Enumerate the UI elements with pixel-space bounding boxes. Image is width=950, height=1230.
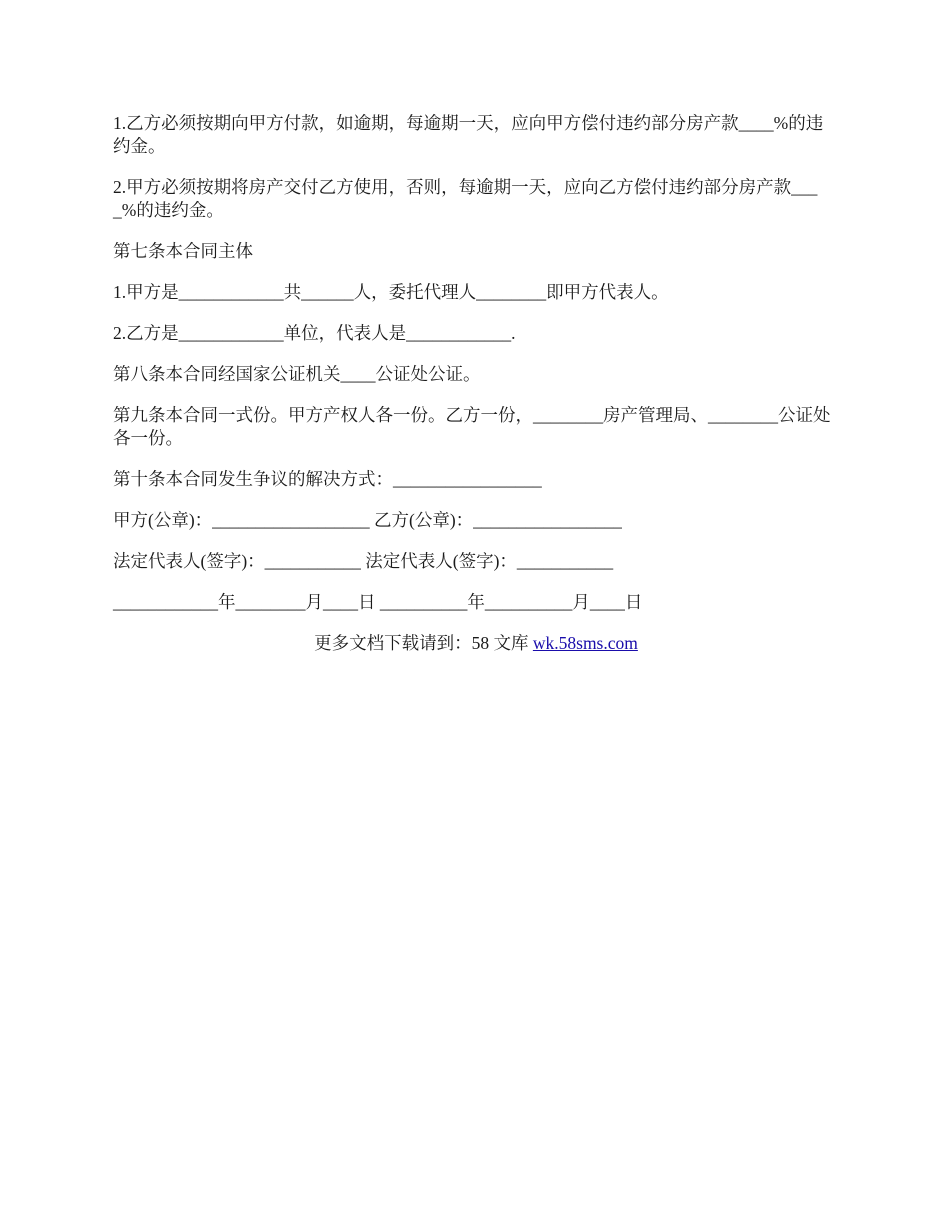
official-seal-line: 甲方(公章)：__________________ 乙方(公章)：_________________ [113,510,622,530]
article-9-copies: 第九条本合同一式份。甲方产权人各一份。乙方一份，________房产管理局、________公证处各一份。 [113,405,831,448]
clause-buyer-late-payment: 1.乙方必须按期向甲方付款，如逾期，每逾期一天，应向甲方偿付违约部分房产款____%的违约金。 [113,113,824,156]
article-7-heading: 第七条本合同主体 [113,241,253,261]
article-8-notarization: 第八条本合同经国家公证机关____公证处公证。 [113,364,481,384]
document-page [113,112,839,655]
article-10-dispute: 第十条本合同发生争议的解决方式：_________________ [113,469,542,489]
footer-link[interactable]: wk.58sms.com [532,633,638,653]
legal-rep-signature-line: 法定代表人(签字)：___________ 法定代表人(签字)：___________ [113,551,614,571]
party-b-line: 2.乙方是____________单位，代表人是____________. [113,323,516,343]
clause-seller-late-delivery: 2.甲方必须按期将房产交付乙方使用，否则，每逾期一天，应向乙方偿付违约部分房产款____%的违约金。 [113,177,818,220]
footer-prefix: 更多文档下载请到：58 文库 [314,633,533,653]
download-footer [113,632,839,655]
date-line: ____________年________月____日 __________年__________月____日 [113,592,643,612]
party-a-line: 1.甲方是____________共______人，委托代理人________即甲方代表人。 [113,282,669,302]
